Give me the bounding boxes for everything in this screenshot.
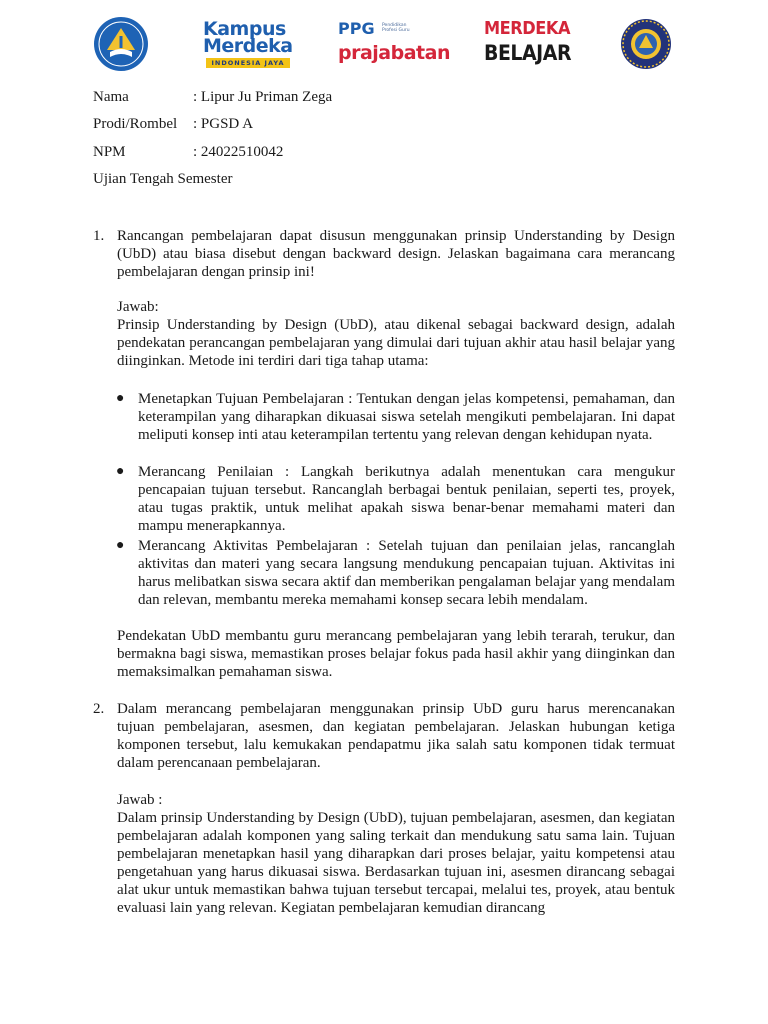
answer-bullet-1: Menetapkan Tujuan Pembelajaran : Tentukan dengan jelas kompetensi, pemahaman, dan keterampilan yang diharapkan dikuasai siswa setelah mengikuti pembelajaran. Ini dapat meliputi konsep inti atau keterampilan tertentu yang relevan dengan kehidupan nyata.	[138, 391, 675, 443]
merdeka-belajar-line2: BELAJAR	[484, 41, 572, 65]
bullet-dot-2: ●	[116, 464, 125, 479]
bullet-dot-1: ●	[116, 391, 125, 406]
merdeka-belajar-logo	[484, 18, 570, 68]
ppg-title: PPG	[338, 19, 375, 38]
answer-label-1: Jawab:	[117, 299, 159, 315]
question-number-2: 2.	[93, 701, 105, 717]
kampus-merdeka-line2: Merdeka	[203, 35, 293, 57]
field-label-npm: NPM	[93, 144, 126, 160]
kampus-merdeka-tagline: INDONESIA JAYA	[206, 58, 290, 68]
ppg-prajabatan-logo	[338, 19, 450, 70]
field-value-nama: : Lipur Ju Priman Zega	[193, 89, 333, 105]
field-value-npm: : 24022510042	[193, 144, 284, 160]
field-value-prodi: : PGSD A	[193, 116, 254, 132]
university-seal-logo	[620, 18, 672, 70]
answer-conclusion-1: Pendekatan UbD membantu guru merancang pembelajaran yang lebih terarah, terukur, dan bermakna bagi siswa, memastikan proses belajar fokus pada hasil akhir yang diinginkan dan memaksimalkan pemahaman siswa.	[117, 628, 675, 680]
exam-title: Ujian Tengah Semester	[93, 171, 233, 187]
answer-intro-1: Prinsip Understanding by Design (UbD), atau dikenal sebagai backward design, adalah pendekatan perancangan pembelajaran yang dimulai dari tujuan akhir atau hasil belajar yang diinginkan. Metode ini terdiri dari tiga tahap utama:	[117, 317, 675, 369]
logo-strip	[0, 0, 768, 90]
kemdikbud-emblem-logo	[93, 16, 149, 72]
ppg-small-text: Pendidikan Profesi Guru	[382, 23, 410, 34]
kampus-merdeka-line1: Kampus	[203, 18, 286, 40]
answer-label-2: Jawab :	[117, 792, 163, 808]
field-label-prodi: Prodi/Rombel	[93, 116, 178, 132]
kampus-merdeka-logo	[200, 20, 300, 72]
answer-intro-2: Dalam prinsip Understanding by Design (UbD), tujuan pembelajaran, asesmen, dan kegiatan pembelajaran adalah komponen yang saling terkait dan mendukung satu sama lain. Tujuan pembelajaran menetapkan hasil yang diharapkan dari proses belajar, yaitu kompetensi atau pengetahuan yang harus dikuasai siswa. Berdasarkan tujuan ini, asesmen dirancang sebagai alat ukur untuk memastikan bahwa tujuan tersebut tercapai, melalui tes, proyek, atau bentuk evaluasi lain yang relevan. Kegiatan pembelajaran kemudian dirancang	[117, 810, 675, 916]
question-number-1: 1.	[93, 228, 105, 244]
question-text-1: Rancangan pembelajaran dapat disusun menggunakan prinsip Understanding by Design (UbD) atau biasa disebut dengan backward design. Jelaskan bagaimana cara merancang pembelajaran dengan prinsip ini!	[117, 228, 675, 280]
bullet-dot-3: ●	[116, 538, 125, 553]
answer-bullet-2: Merancang Penilaian : Langkah berikutnya adalah menentukan cara mengukur pencapaian tujuan tersebut. Rancanglah berbagai bentuk penilaian, seperti tes, proyek, atau tugas praktik, untuk melihat apakah siswa benar-benar memahami materi dan mampu menerapkannya.	[138, 464, 675, 534]
ppg-subtitle: prajabatan	[338, 42, 450, 64]
field-label-nama: Nama	[93, 89, 129, 105]
merdeka-belajar-line1: MERDEKA	[484, 18, 571, 39]
question-text-2: Dalam merancang pembelajaran menggunakan prinsip UbD guru harus merencanakan tujuan pembelajaran, asesmen, dan kegiatan pembelajaran. Jelaskan hubungan ketiga komponen tersebut, lalu kemukakan pendapatmu jika salah satu komponen tidak termuat dalam perencanaan pembelajaran.	[117, 701, 675, 771]
answer-bullet-3: Merancang Aktivitas Pembelajaran : Setelah tujuan dan penilaian jelas, rancanglah aktivitas dan materi yang secara langsung mendukung pencapaian tujuan. Aktivitas ini harus melibatkan siswa secara aktif dan memberikan pengalaman belajar yang mendalam dan relevan, membantu mereka memahami konsep secara lebih mendalam.	[138, 538, 675, 608]
